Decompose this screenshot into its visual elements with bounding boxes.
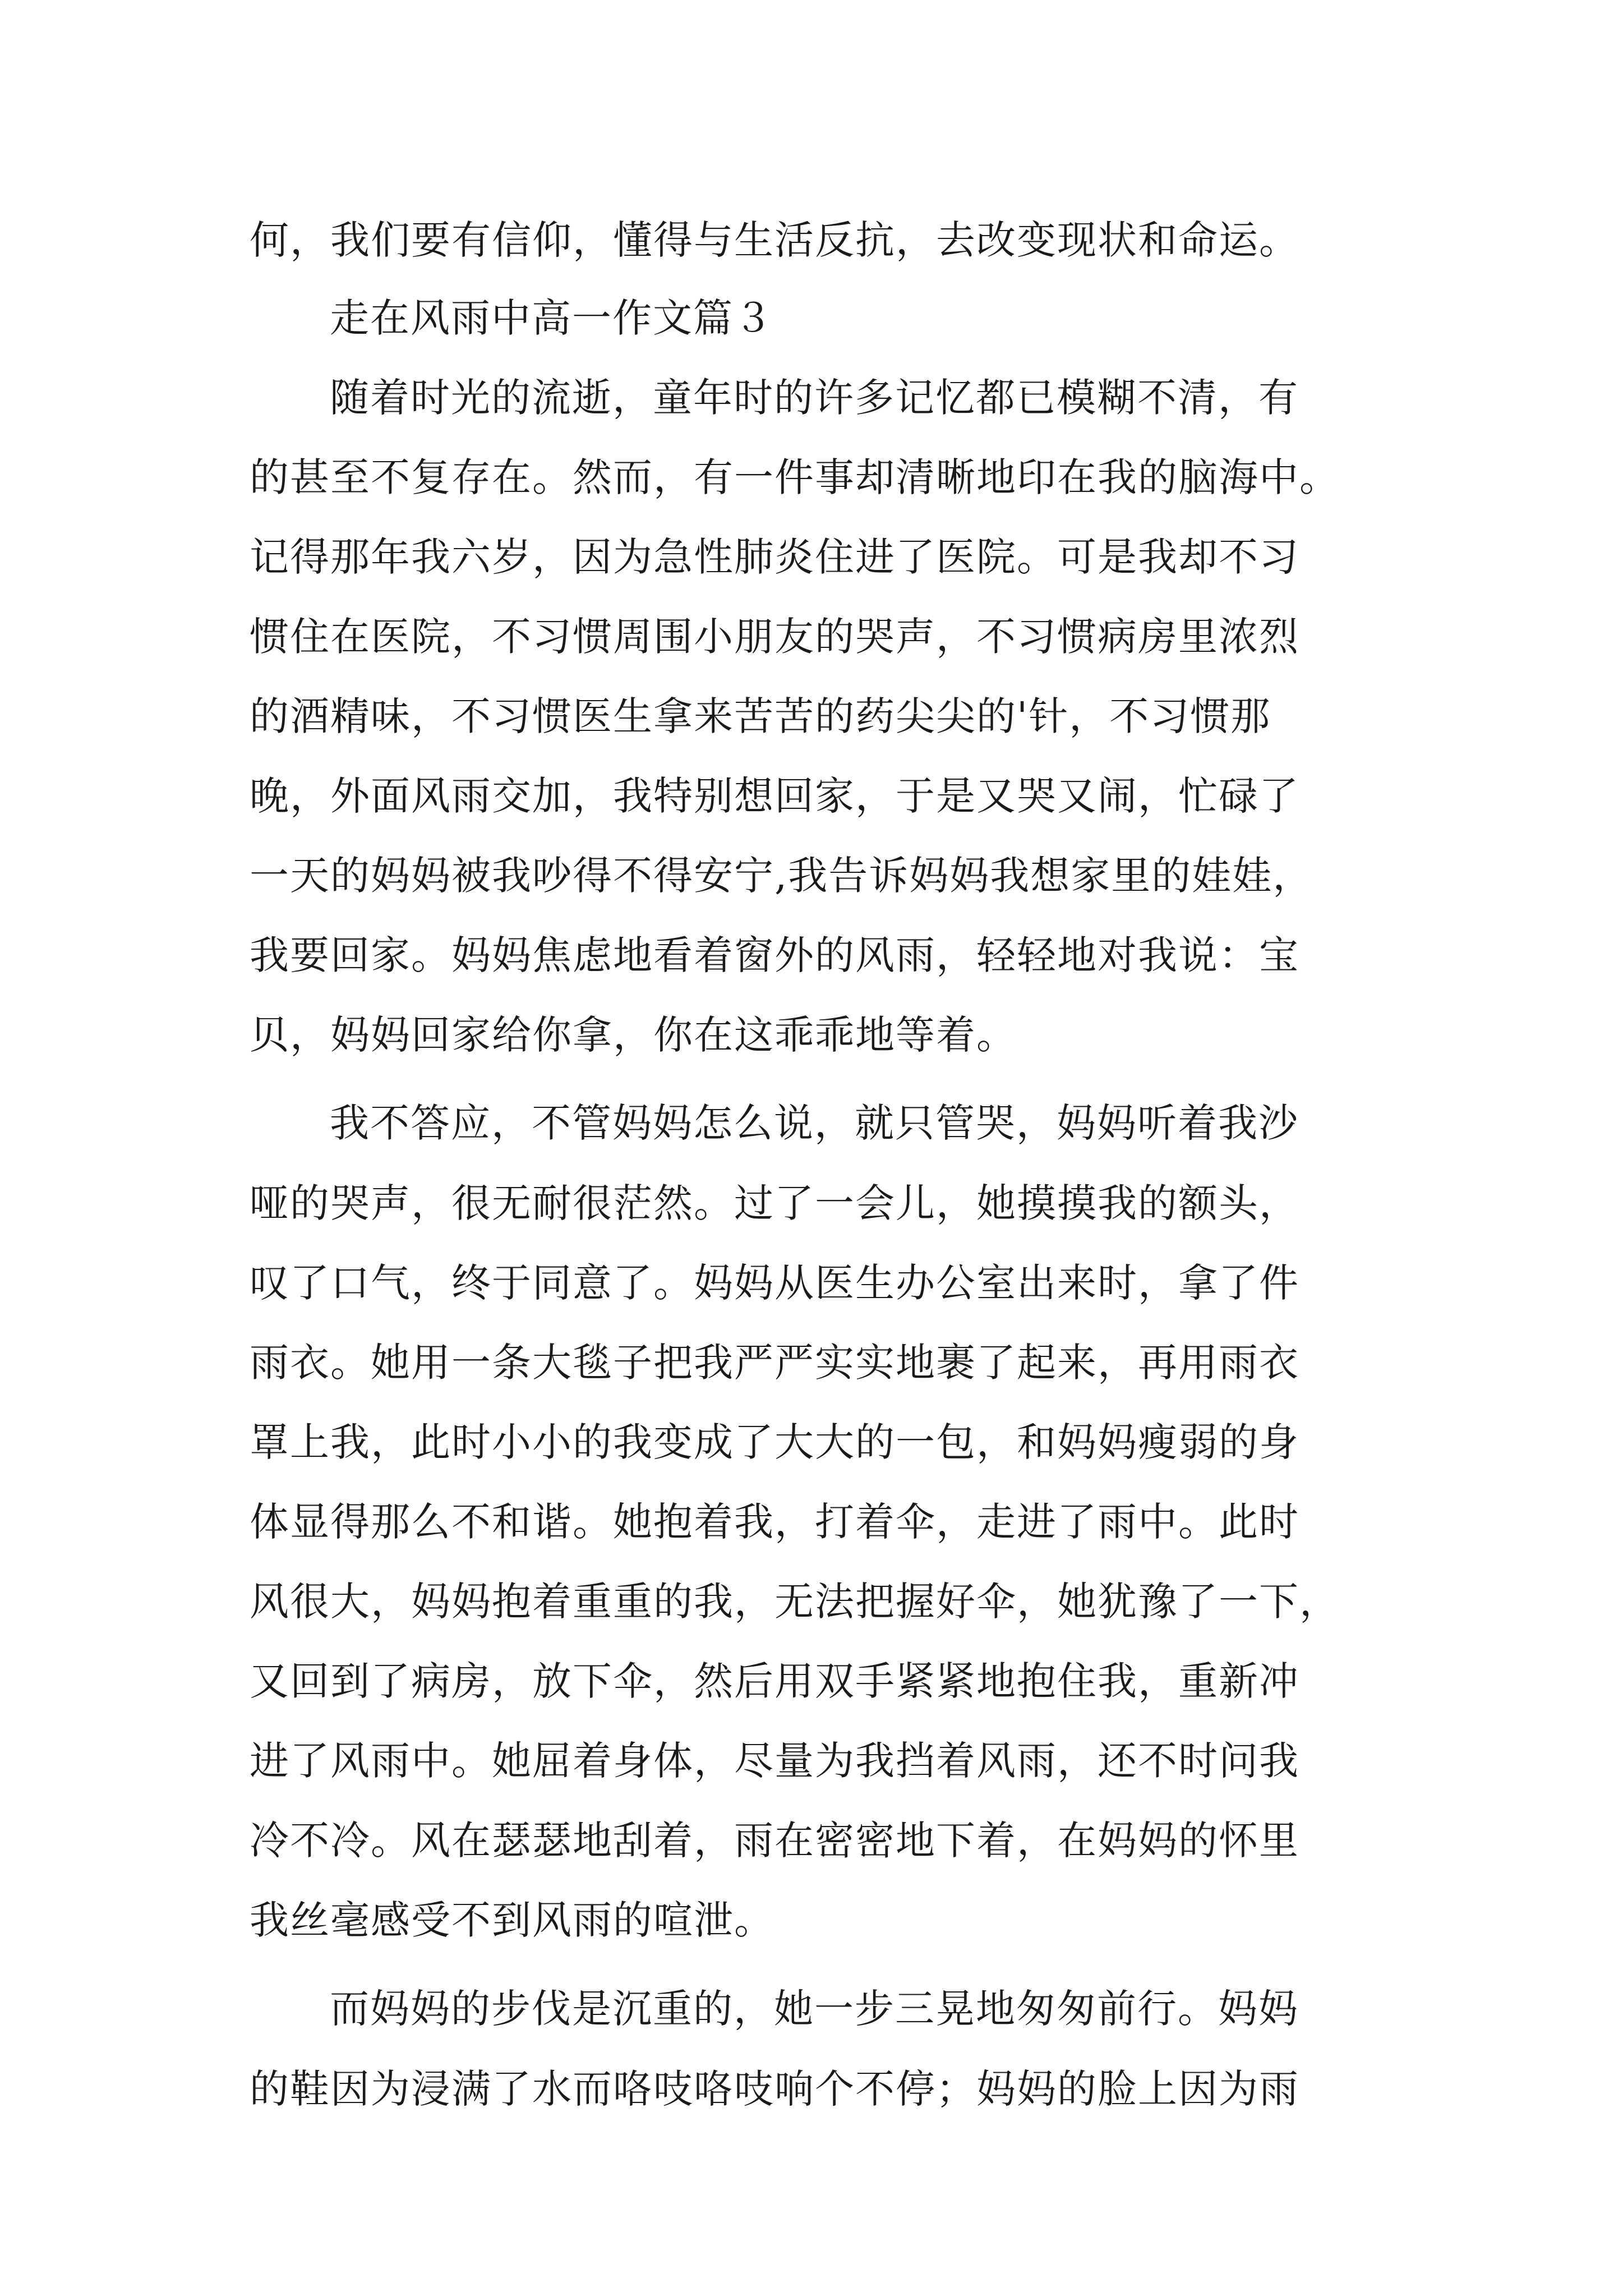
text-line: 而妈妈的步伐是沉重的，她一步三晃地匆匆前行。妈妈: [330, 1986, 1299, 2032]
text-line: 我不答应，不管妈妈怎么说，就只管哭，妈妈听着我沙: [330, 1100, 1299, 1146]
text-line: 又回到了病房，放下伞，然后用双手紧紧地抱住我，重新冲: [250, 1658, 1299, 1704]
text-line: 何，我们要有信仰，懂得与生活反抗，去改变现状和命运。: [250, 217, 1299, 263]
text-line: 罩上我，此时小小的我变成了大大的一包，和妈妈瘦弱的身: [250, 1419, 1299, 1465]
text-line: 哑的哭声，很无耐很茫然。过了一会儿，她摸摸我的额头，: [250, 1180, 1299, 1226]
text-line: 记得那年我六岁，因为急性肺炎住进了医院。可是我却不习: [250, 534, 1299, 580]
text-line: 的鞋因为浸满了水而咯吱咯吱响个不停；妈妈的脸上因为雨: [250, 2066, 1299, 2112]
text-line: 一天的妈妈被我吵得不得安宁,我告诉妈妈我想家里的娃娃，: [250, 853, 1313, 899]
text-line: 惯住在医院，不习惯周围小朋友的哭声，不习惯病房里浓烈: [250, 614, 1299, 660]
text-line: 叹了口气，终于同意了。妈妈从医生办公室出来时，拿了件: [250, 1260, 1299, 1306]
text-line: 冷不冷。风在瑟瑟地刮着，雨在密密地下着，在妈妈的怀里: [250, 1818, 1299, 1864]
text-line: 随着时光的流逝，童年时的许多记忆都已模糊不清，有: [330, 375, 1299, 421]
text-line: 的酒精味，不习惯医生拿来苦苦的药尖尖的'针，不习惯那: [250, 693, 1271, 739]
text-line: 我丝毫感受不到风雨的喧泄。: [250, 1897, 774, 1943]
text-line: 晚，外面风雨交加，我特别想回家，于是又哭又闹，忙碌了: [250, 773, 1299, 819]
text-line: 我要回家。妈妈焦虑地看着窗外的风雨，轻轻地对我说：宝: [250, 932, 1299, 978]
text-line: 体显得那么不和谐。她抱着我，打着伞，走进了雨中。此时: [250, 1499, 1299, 1545]
text-line: 贝，妈妈回家给你拿，你在这乖乖地等着。: [250, 1012, 1017, 1058]
text-line: 进了风雨中。她屈着身体，尽量为我挡着风雨，还不时问我: [250, 1738, 1299, 1784]
text-line: 雨衣。她用一条大毯子把我严严实实地裹了起来，再用雨衣: [250, 1340, 1299, 1386]
text-line: 风很大，妈妈抱着重重的我，无法把握好伞，她犹豫了一下，: [250, 1579, 1340, 1625]
text-line: 的甚至不复存在。然而，有一件事却清晰地印在我的脑海中。: [250, 454, 1340, 500]
section-heading: 走在风雨中高一作文篇３: [330, 295, 774, 341]
